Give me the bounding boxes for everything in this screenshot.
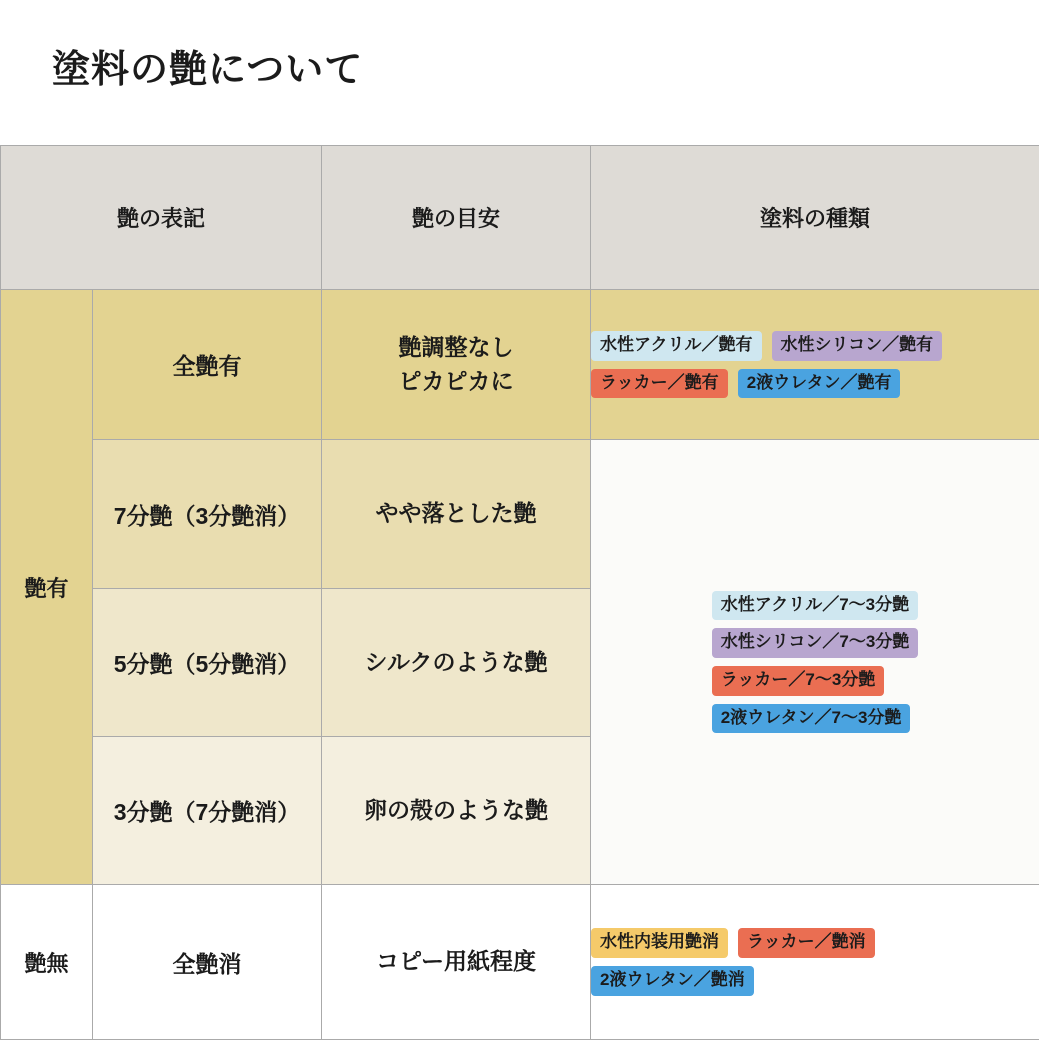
paint-type-cell — [591, 290, 1039, 440]
gloss-guide: シルクのような艶 — [322, 589, 591, 737]
paint-tag: 水性シリコン／7〜3分艶 — [712, 628, 919, 658]
gloss-name: 全艶消 — [93, 885, 322, 1040]
gloss-table — [0, 145, 1039, 1040]
table-row — [1, 440, 1039, 589]
paint-tag: 水性内装用艶消 — [591, 928, 728, 958]
paint-tag: ラッカー／艶消 — [738, 928, 875, 958]
gloss-guide — [322, 290, 591, 440]
table-row — [1, 290, 1039, 440]
paint-tag: 2液ウレタン／7〜3分艶 — [712, 704, 911, 734]
paint-tag-list — [591, 928, 1039, 995]
gloss-name: 3分艶（7分艶消） — [93, 737, 322, 885]
table-row — [1, 885, 1039, 1040]
table-header-row — [1, 146, 1039, 290]
paint-tag: ラッカー／艶有 — [591, 369, 728, 399]
gloss-name: 全艶有 — [93, 290, 322, 440]
header-gloss-guide: 艶の目安 — [322, 146, 591, 290]
page-title: 塗料の艶について — [52, 38, 363, 93]
paint-tag: 水性シリコン／艶有 — [772, 331, 943, 361]
paint-tag: 2液ウレタン／艶有 — [738, 369, 901, 399]
gloss-guide: 卵の殻のような艶 — [322, 737, 591, 885]
paint-type-cell — [591, 440, 1039, 885]
paint-tag-list — [591, 331, 1039, 398]
paint-tag: 水性アクリル／艶有 — [591, 331, 762, 361]
group-label-matte: 艶無 — [1, 885, 93, 1040]
table-head — [1, 146, 1039, 290]
paint-tag: ラッカー／7〜3分艶 — [712, 666, 885, 696]
gloss-name: 5分艶（5分艶消） — [93, 589, 322, 737]
group-label-gloss: 艶有 — [1, 290, 93, 885]
gloss-guide: やや落とした艶 — [322, 440, 591, 589]
gloss-guide-line: 艶調整なし — [322, 331, 590, 364]
header-gloss-notation: 艶の表記 — [1, 146, 322, 290]
table-body — [1, 290, 1039, 1040]
gloss-guide-line: ピカピカに — [322, 365, 590, 398]
paint-tag: 水性アクリル／7〜3分艶 — [712, 591, 918, 621]
gloss-name: 7分艶（3分艶消） — [93, 440, 322, 589]
header-paint-types: 塗料の種類 — [591, 146, 1039, 290]
paint-tag: 2液ウレタン／艶消 — [591, 966, 754, 996]
paint-type-cell — [591, 885, 1039, 1040]
gloss-guide: コピー用紙程度 — [322, 885, 591, 1040]
paint-tag-list — [591, 591, 1039, 734]
